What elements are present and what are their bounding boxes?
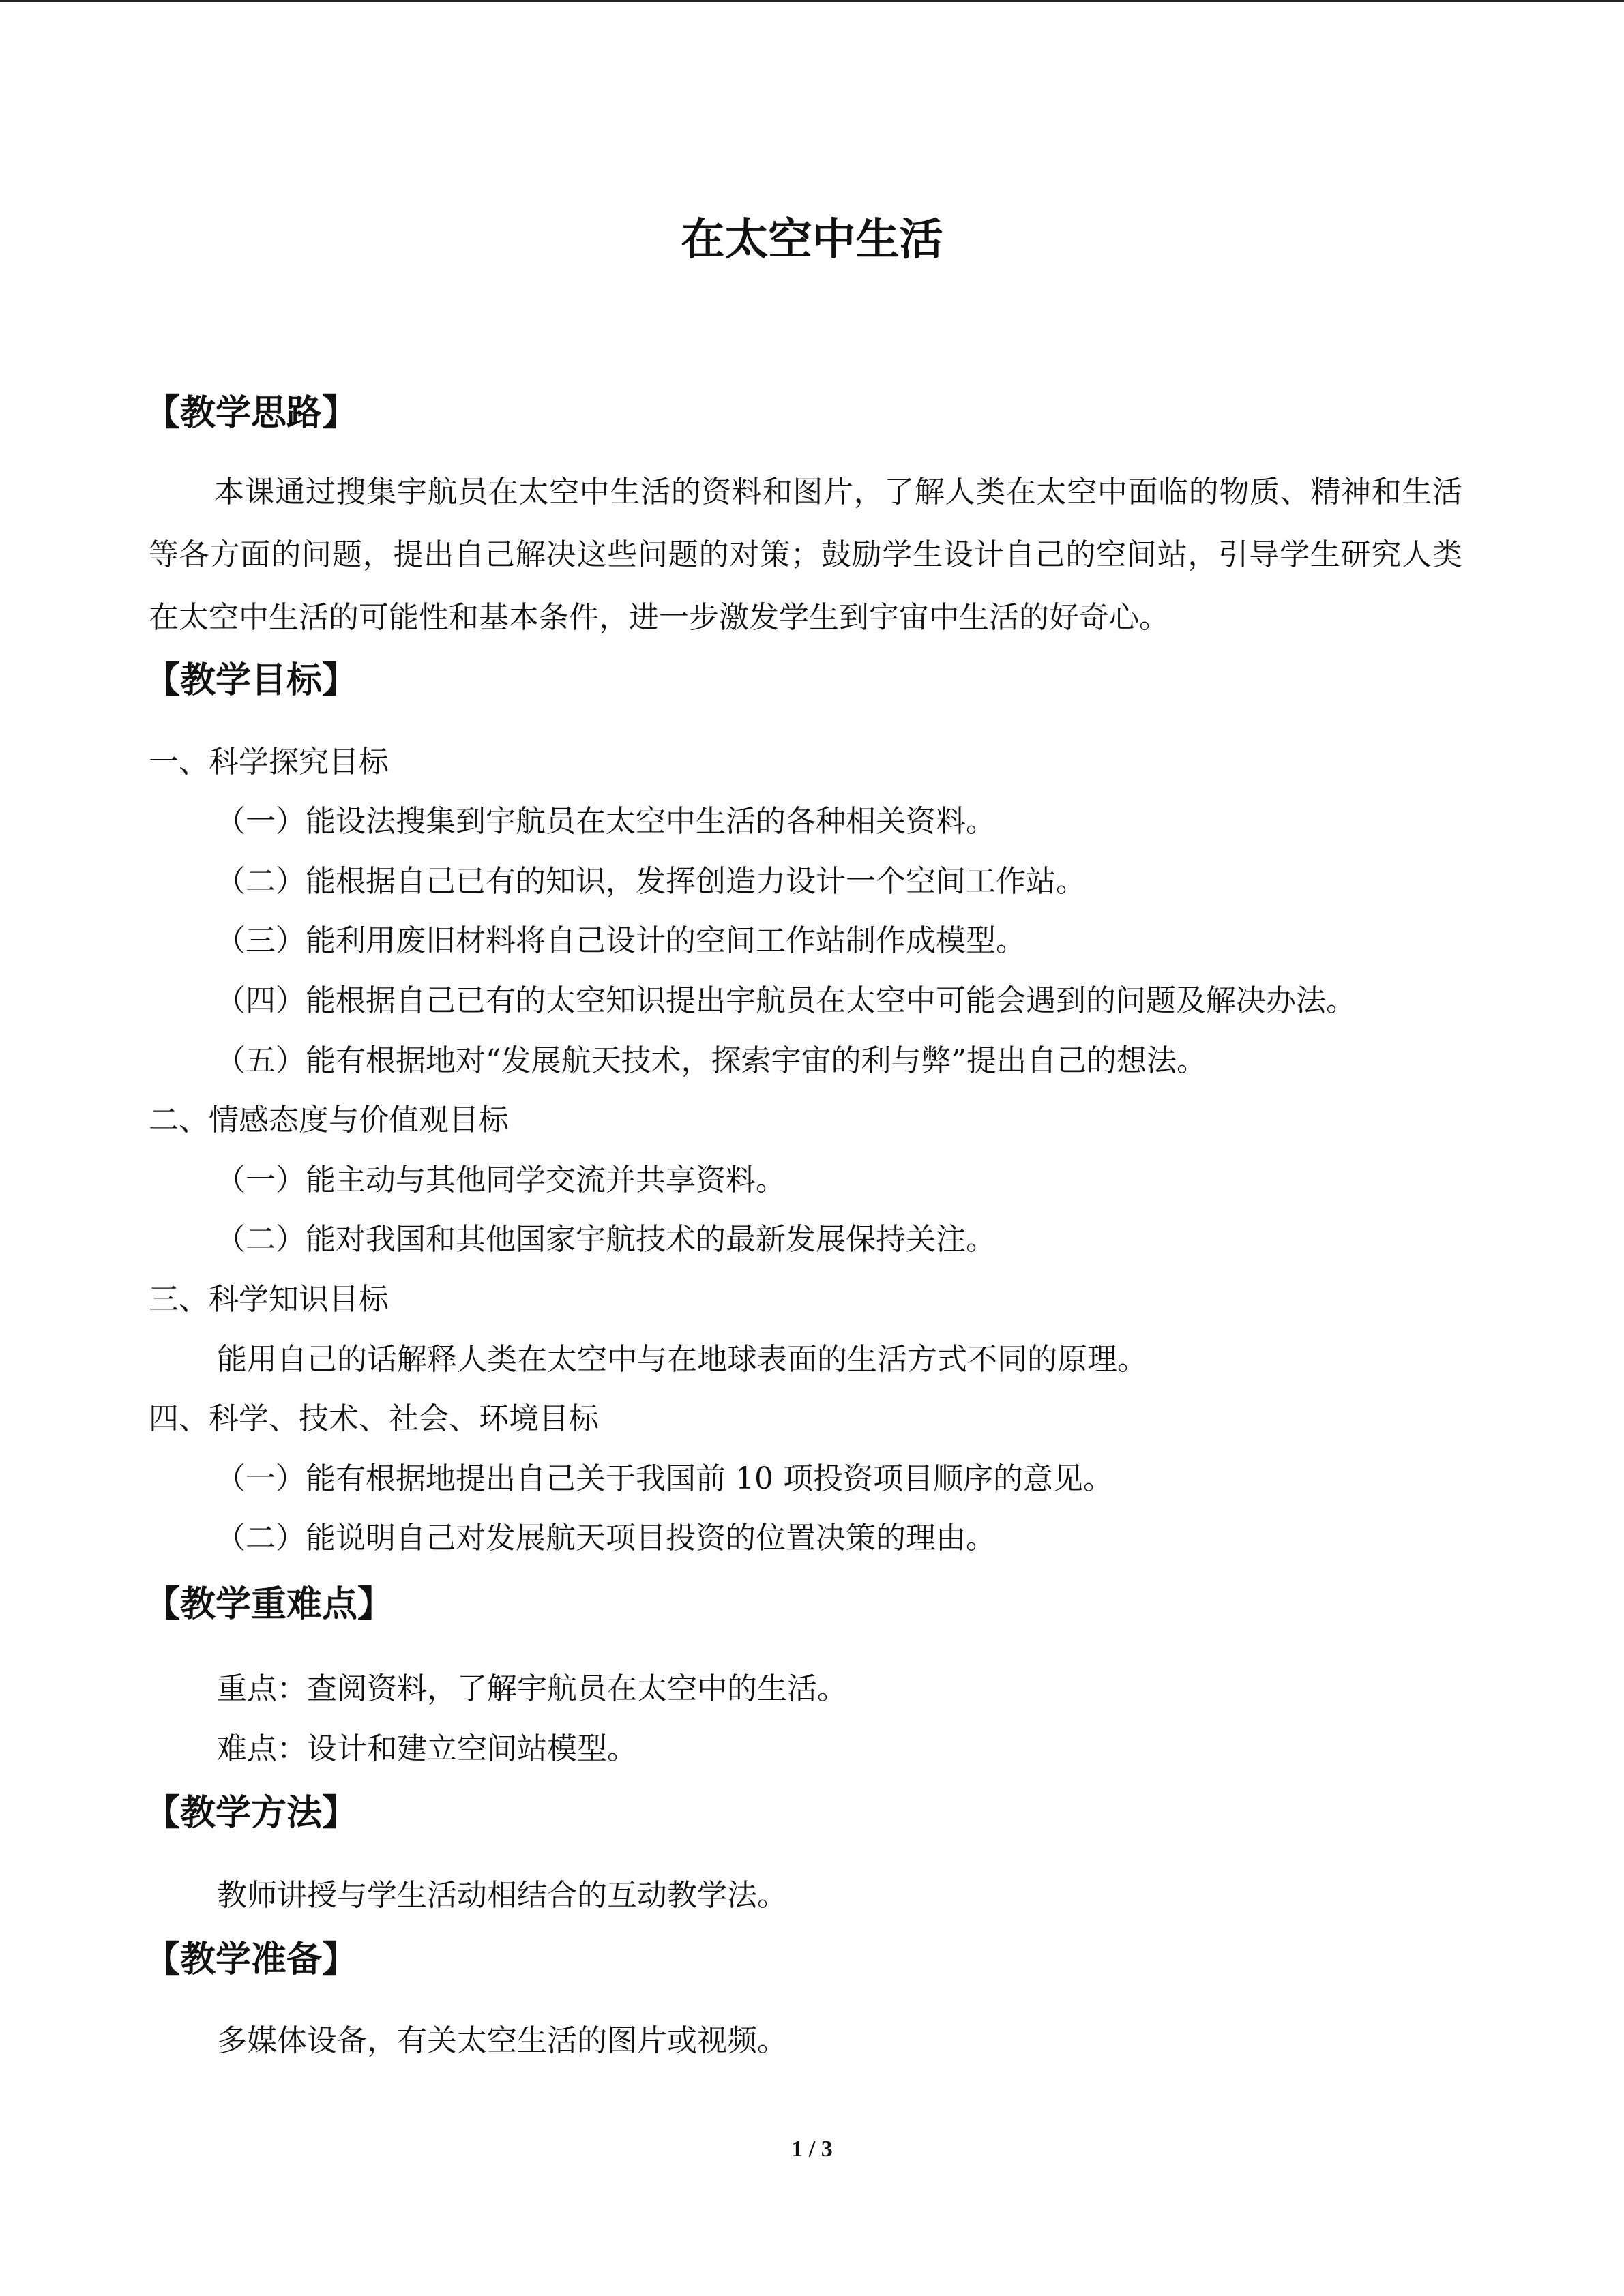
key-point-item: 重点：查阅资料，了解宇航员在太空中的生活。 — [217, 1671, 847, 1706]
objective-group-title: 二、情感态度与价值观目标 — [149, 1103, 509, 1137]
objective-item: （二）能说明自己对发展航天项目投资的位置决策的理由。 — [216, 1521, 996, 1555]
objective-item: （一）能主动与其他同学交流并共享资料。 — [216, 1163, 786, 1197]
objective-item: （五）能有根据地对“发展航天技术，探索宇宙的利与弊”提出自己的想法。 — [216, 1043, 1207, 1078]
objective-item: （三）能利用废旧材料将自己设计的空间工作站制作成模型。 — [216, 923, 1026, 958]
objective-item: （四）能根据自己已有的太空知识提出宇航员在太空中可能会遇到的问题及解决办法。 — [216, 983, 1356, 1018]
section-heading-objectives: 【教学目标】 — [145, 659, 358, 701]
section-heading-preparation: 【教学准备】 — [145, 1939, 358, 1980]
methods-text: 教师讲授与学生活动相结合的互动教学法。 — [217, 1878, 787, 1913]
objective-item: 能用自己的话解释人类在太空中与在地球表面的生活方式不同的原理。 — [217, 1342, 1147, 1377]
section-heading-key-points: 【教学重难点】 — [145, 1583, 394, 1625]
section-heading-methods: 【教学方法】 — [145, 1792, 358, 1834]
objective-item: （一）能有根据地提出自己关于我国前 10 项投资项目顺序的意见。 — [216, 1461, 1113, 1496]
objective-item: （二）能对我国和其他国家宇航技术的最新发展保持关注。 — [216, 1222, 996, 1257]
section-heading-approach: 【教学思路】 — [145, 392, 358, 434]
page-top-border — [0, 0, 1624, 2]
objective-group-title: 一、科学探究目标 — [149, 745, 389, 779]
objective-group-title: 四、科学、技术、社会、环境目标 — [149, 1401, 599, 1436]
page-title: 在太空中生活 — [681, 214, 943, 265]
objective-group-title: 三、科学知识目标 — [149, 1282, 389, 1317]
key-point-item: 难点：设计和建立空间站模型。 — [217, 1731, 637, 1766]
page-number: 1 / 3 — [791, 2136, 833, 2162]
objective-item: （一）能设法搜集到宇航员在太空中生活的各种相关资料。 — [216, 804, 996, 839]
approach-paragraph: 本课通过搜集宇航员在太空中生活的资料和图片，了解人类在太空中面临的物质、精神和生活等各方面的问题，提出自己解决这些问题的对策；鼓励学生设计自己的空间站，引导学生研究人类在太空中生活的可能性和基本条件，进一步激发学生到宇宙中生活的好奇心。 — [149, 475, 1462, 635]
objective-item: （二）能根据自己已有的知识，发挥创造力设计一个空间工作站。 — [216, 864, 1086, 899]
preparation-text: 多媒体设备，有关太空生活的图片或视频。 — [217, 2023, 787, 2058]
